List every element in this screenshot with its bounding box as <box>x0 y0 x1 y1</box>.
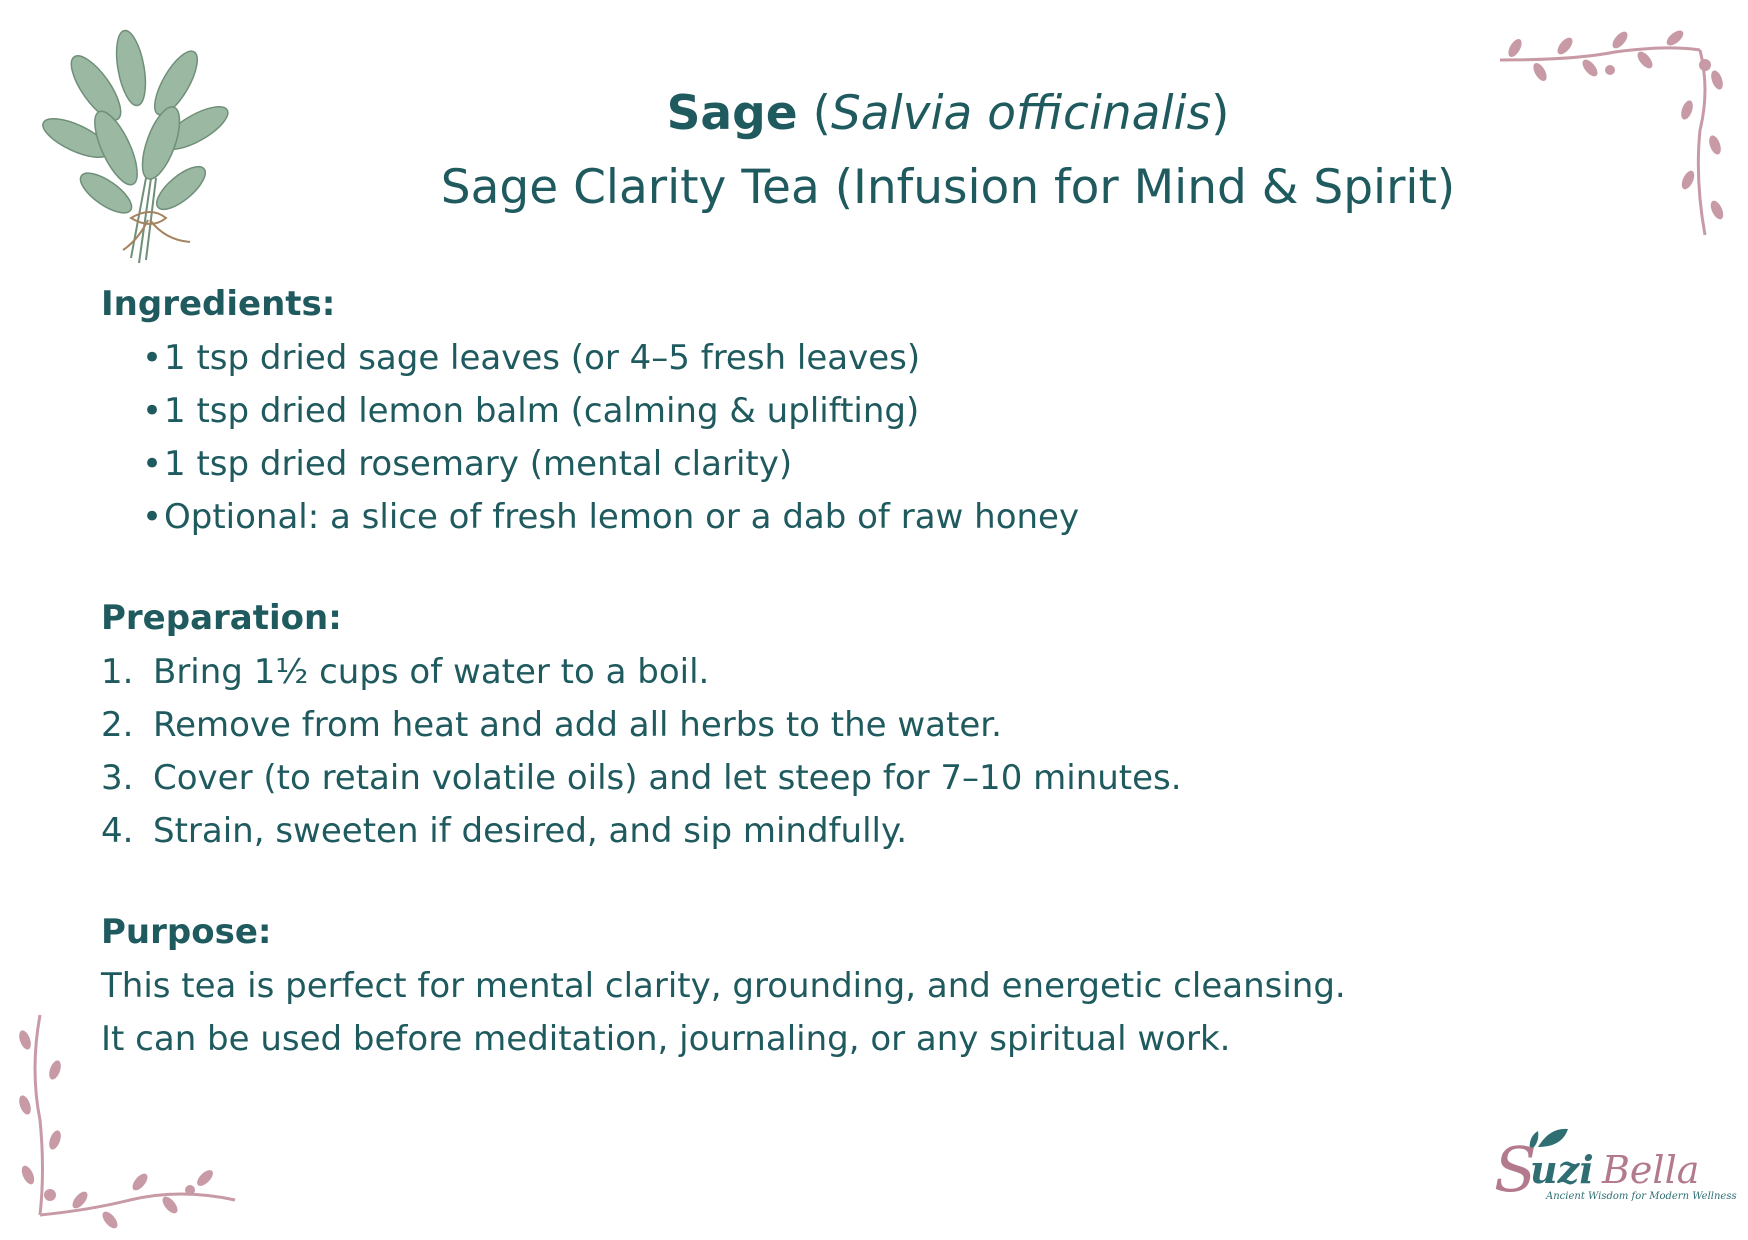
logo-name-b: Bella <box>1602 1148 1700 1192</box>
step-text: Strain, sweeten if desired, and sip mindfully. <box>153 811 908 851</box>
purpose-line: This tea is perfect for mental clarity, grounding, and energetic cleansing. <box>101 966 1346 1006</box>
step-number: 1. <box>101 652 134 692</box>
title-paren-close: ) <box>1211 86 1230 141</box>
title-common-name: Sage <box>666 86 798 141</box>
step-text: Cover (to retain volatile oils) and let steep for 7–10 minutes. <box>153 758 1182 798</box>
list-item <box>142 332 1581 385</box>
page-subtitle: Sage Clarity Tea (Infusion for Mind & Spirit) <box>440 160 1456 215</box>
list-item <box>142 438 1581 491</box>
ingredient-text: Optional: a slice of fresh lemon or a dab of raw honey <box>164 497 1080 537</box>
list-item <box>101 805 1581 858</box>
suzibella-logo <box>1490 1125 1740 1215</box>
step-number: 2. <box>101 705 134 745</box>
sage-bundle-illustration <box>36 28 236 273</box>
preparation-heading: Preparation: <box>101 598 342 638</box>
bullet: • <box>142 444 163 484</box>
title-paren-open: ( <box>797 86 831 141</box>
step-number: 3. <box>101 758 134 798</box>
logo-tagline: Ancient Wisdom for Modern Wellness <box>1546 1191 1737 1202</box>
list-item <box>142 491 1581 544</box>
purpose-text <box>101 960 1581 1066</box>
list-item <box>101 699 1581 752</box>
ingredients-heading: Ingredients: <box>101 284 336 324</box>
list-item <box>101 752 1581 805</box>
list-item <box>142 385 1581 438</box>
bullet: • <box>142 497 163 537</box>
recipe-content <box>101 282 1581 1066</box>
ingredient-text: 1 tsp dried rosemary (mental clarity) <box>164 444 793 484</box>
step-text: Bring 1½ cups of water to a boil. <box>153 652 710 692</box>
title-latin-name: Salvia officinalis <box>830 86 1212 141</box>
bullet: • <box>142 338 163 378</box>
list-item <box>101 646 1581 699</box>
step-number: 4. <box>101 811 134 851</box>
page-title <box>0 86 1748 141</box>
ingredient-text: 1 tsp dried lemon balm (calming & uplifting) <box>164 391 920 431</box>
purpose-heading: Purpose: <box>101 912 272 952</box>
bullet: • <box>142 391 163 431</box>
ingredients-list <box>101 332 1581 544</box>
ingredient-text: 1 tsp dried sage leaves (or 4–5 fresh leaves) <box>164 338 921 378</box>
logo-name-a: uzi <box>1530 1147 1594 1192</box>
preparation-steps <box>101 646 1581 858</box>
logo-initial: S <box>1494 1133 1537 1206</box>
step-text: Remove from heat and add all herbs to the water. <box>153 705 1002 745</box>
purpose-line: It can be used before meditation, journaling, or any spiritual work. <box>101 1019 1231 1059</box>
